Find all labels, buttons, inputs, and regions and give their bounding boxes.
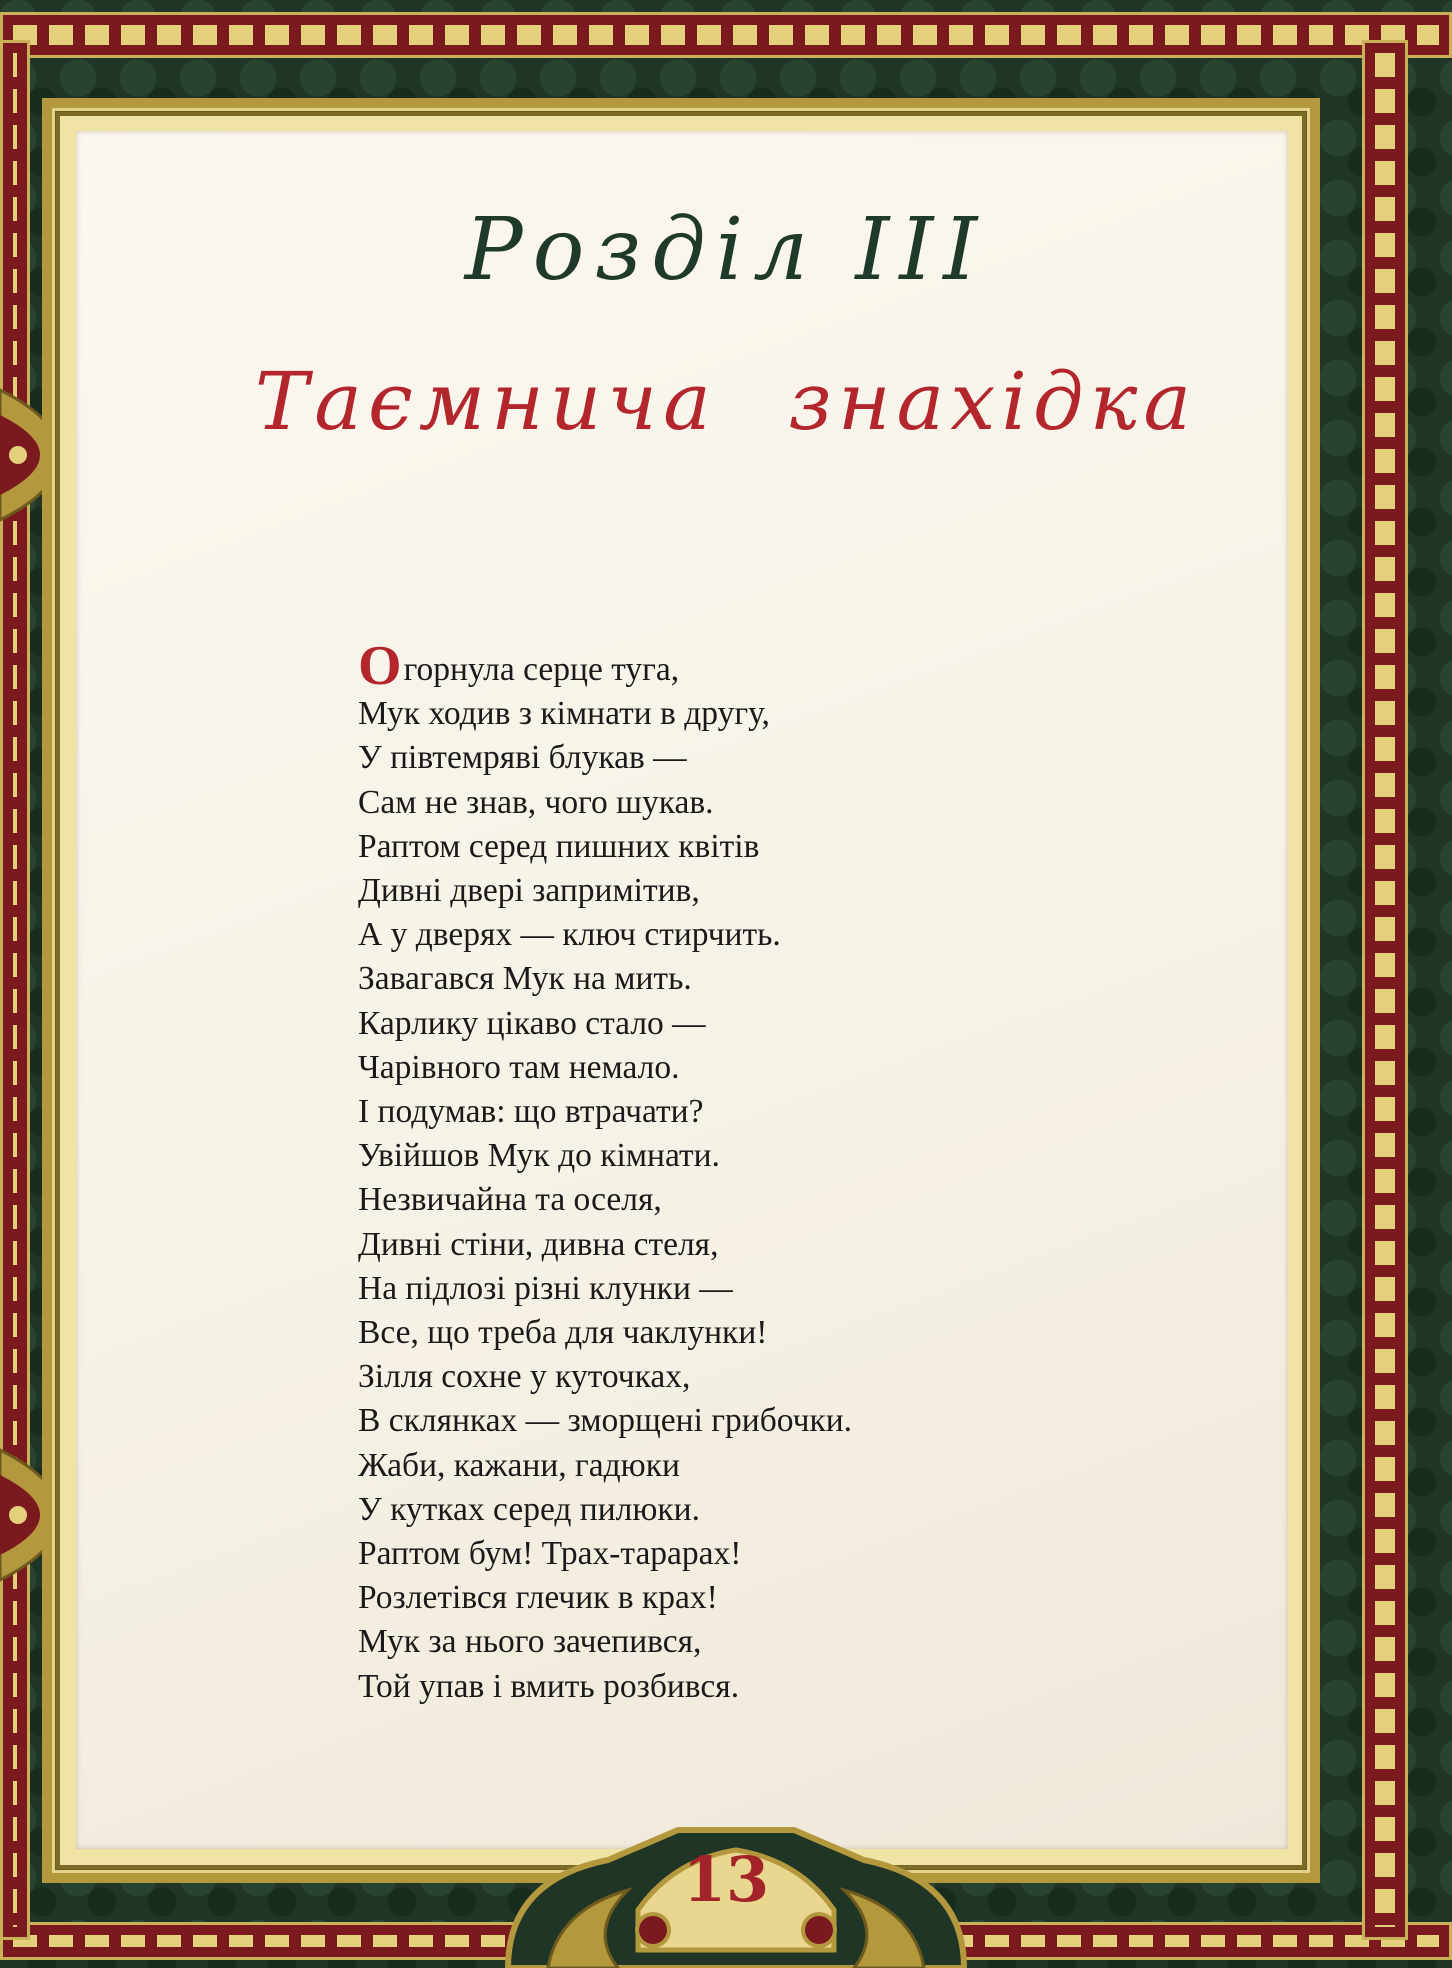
right-border-band [1362, 40, 1408, 1940]
poem-line: Карлику цікаво стало — [358, 1004, 706, 1042]
poem-line: Жаби, кажани, гадюки [358, 1446, 680, 1484]
poem-line: В склянках — зморщені грибочки. [358, 1402, 853, 1440]
poem-line: Чарівного там немало. [358, 1048, 680, 1086]
poem-line: У півтемряві блукав — [358, 739, 687, 777]
poem-line: Дивні стіни, дивна стеля, [358, 1225, 719, 1263]
poem-line [358, 635, 1118, 697]
chapter-heading: Розділ III [464, 200, 988, 300]
poem-line: А у дверях — ключ стирчить. [358, 916, 781, 954]
poem-line: Увійшов Мук до кімнати. [358, 1137, 720, 1175]
poem-line: На підлозі різні клунки — [358, 1269, 733, 1307]
poem-line: Мук ходив з кімнати в другу, [358, 695, 770, 733]
poem-line: Завагався Мук на мить. [358, 960, 692, 998]
poem-line: Незвичайна та оселя, [358, 1181, 662, 1219]
page-number: 13 [682, 1843, 770, 1916]
poem-line-text: горнула серце туга, [403, 651, 680, 688]
poem-line: І подумав: що втрачати? [358, 1093, 704, 1131]
poem-line: Все, що треба для чаклунки! [358, 1314, 768, 1352]
poem-line: Розлетівся глечик в крах! [358, 1579, 718, 1617]
drop-cap: О [358, 635, 402, 697]
poem-text [358, 635, 1118, 1709]
poem-line: Дивні двері запримітив, [358, 872, 700, 910]
poem-line: Раптом серед пишних квітів [358, 827, 760, 865]
top-border-band [0, 12, 1452, 58]
left-border-band [0, 40, 30, 1940]
poem-line: Зілля сохне у куточках, [358, 1358, 691, 1396]
poem-line: Мук за нього зачепився, [358, 1623, 702, 1661]
poem-line: Той упав і вмить розбився. [358, 1667, 740, 1705]
poem-line: Сам не знав, чого шукав. [358, 783, 714, 821]
chapter-title: Таємнича знахідка [254, 355, 1198, 448]
poem-line: У кутках серед пилюки. [358, 1490, 700, 1528]
poem-line: Раптом бум! Трах-тарарах! [358, 1535, 742, 1573]
